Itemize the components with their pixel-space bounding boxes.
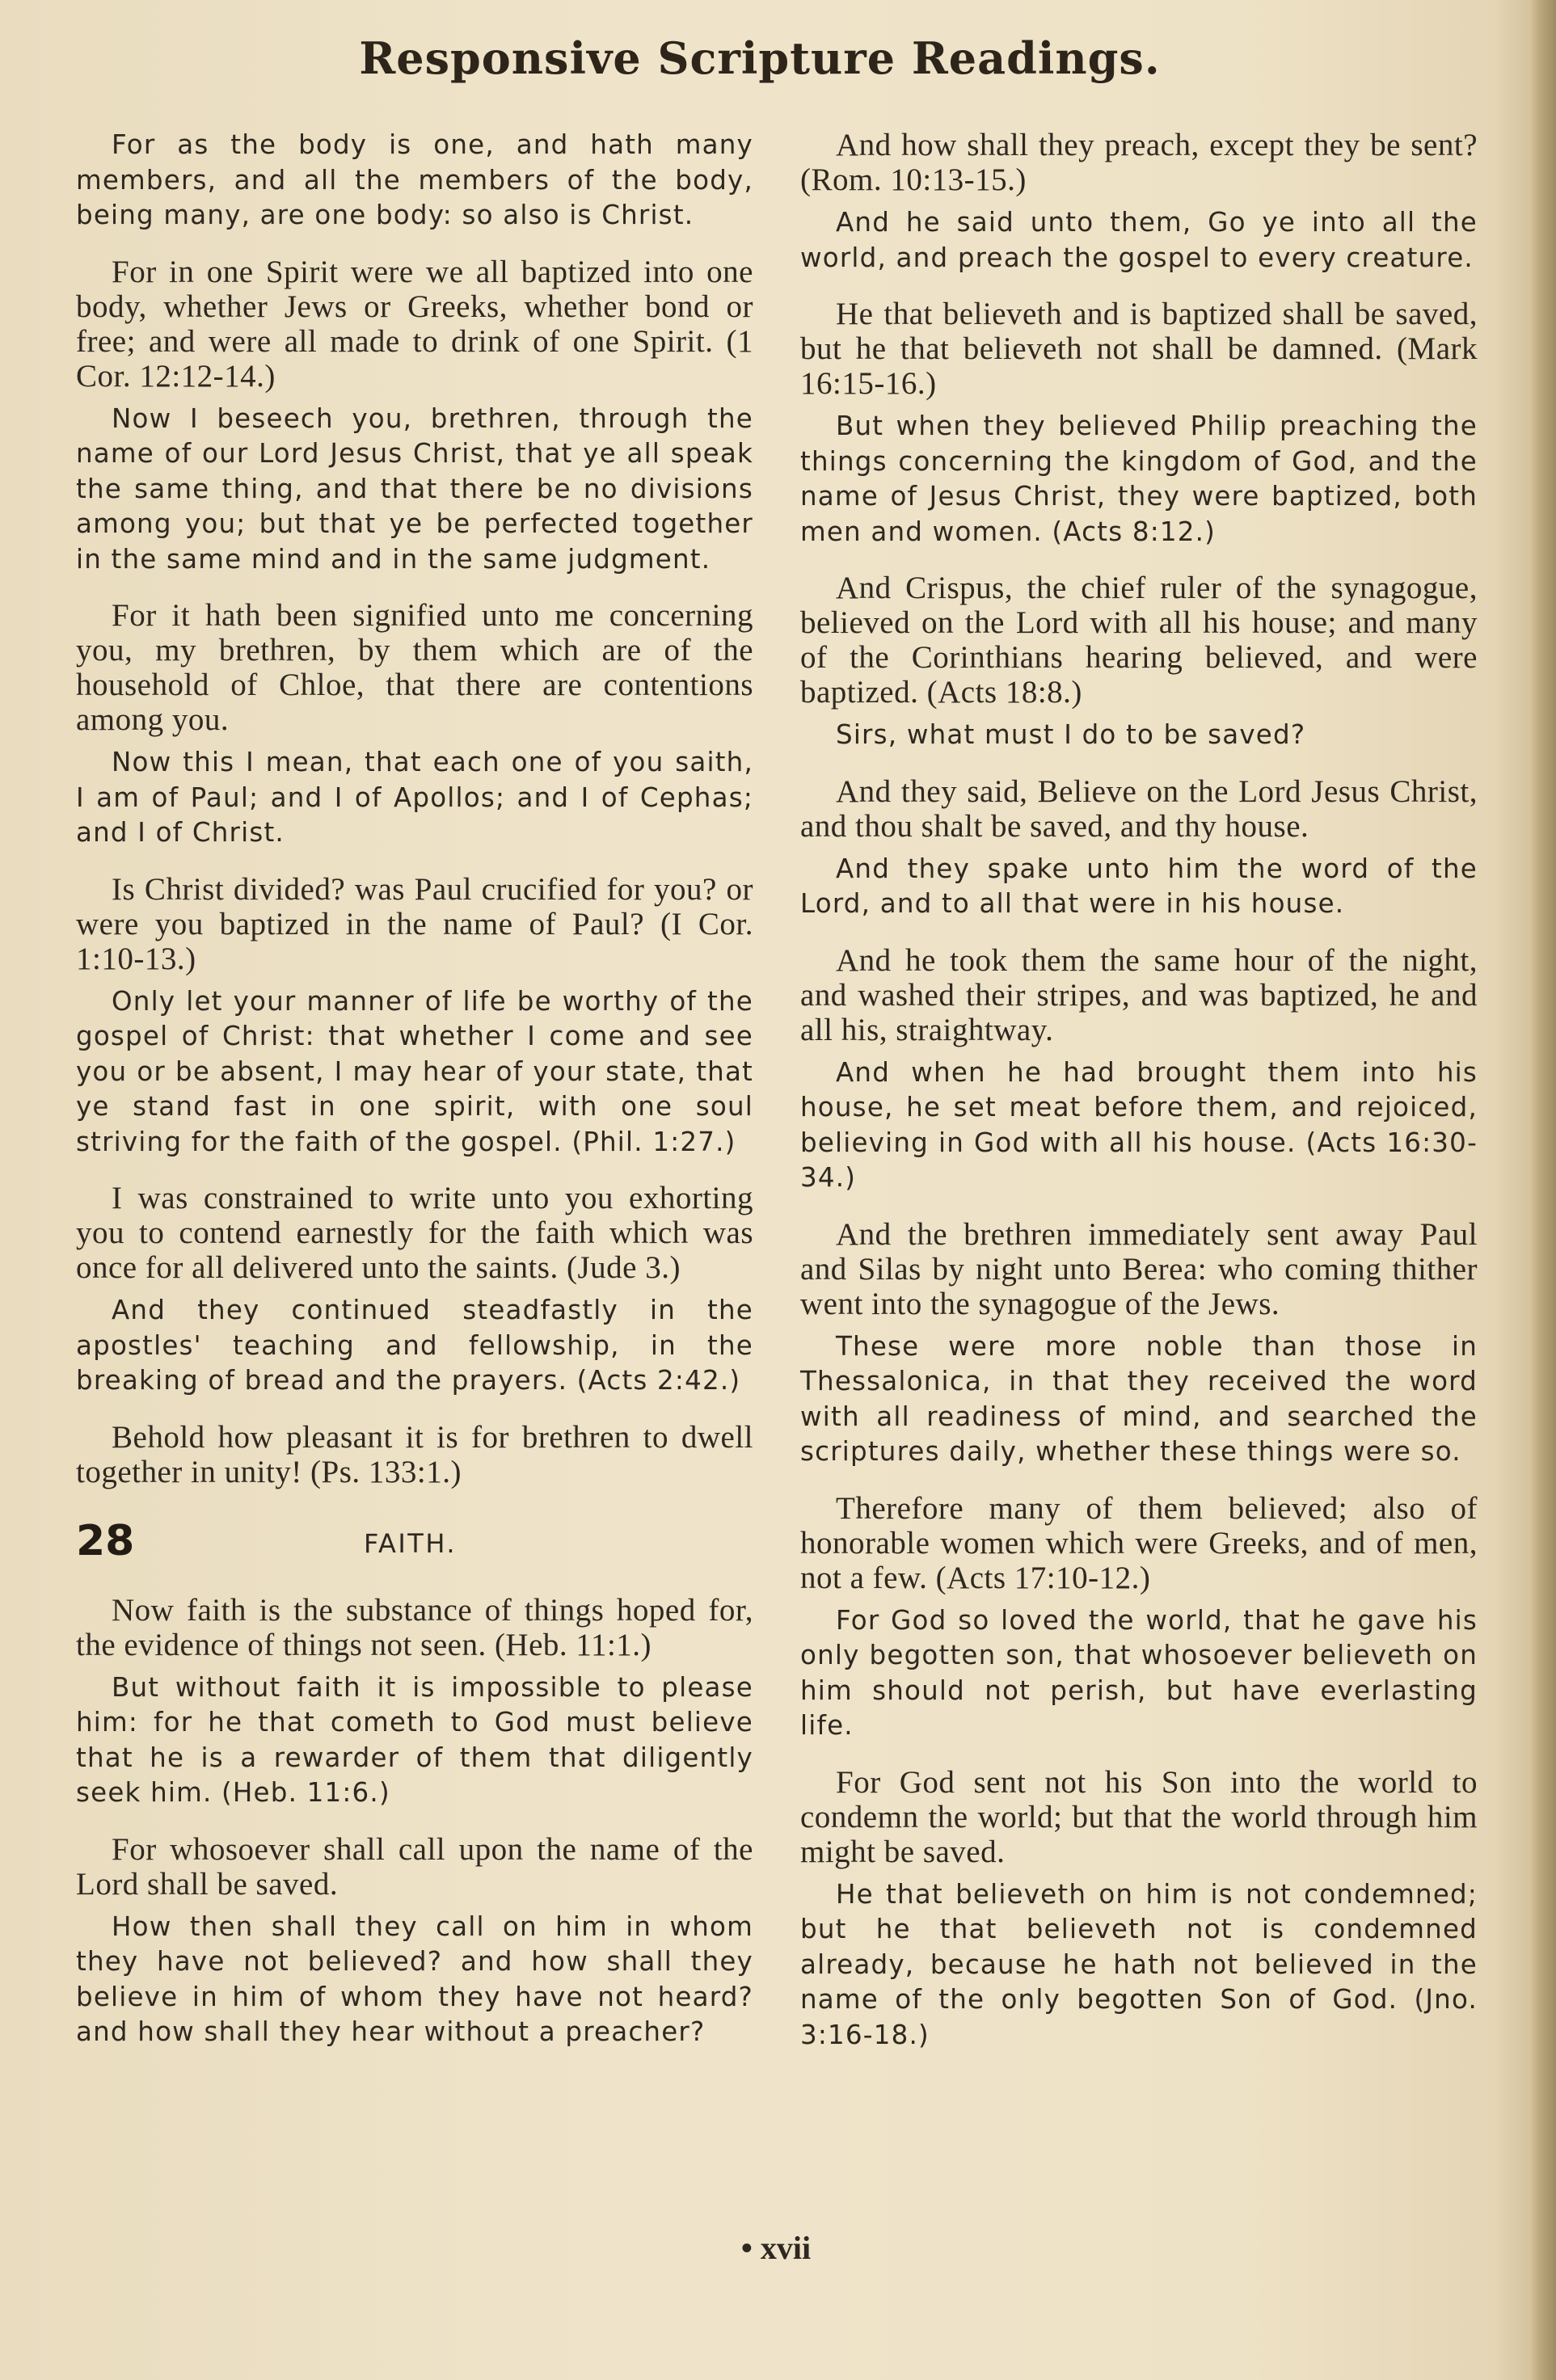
reading-paragraph: But when they believed Philip preaching the things concerning the kingdom of God, and the name of Jesus Christ, they were baptized, both men and women. (Acts 8:12.)	[800, 411, 1478, 547]
section-number: 28	[76, 1516, 135, 1565]
reading-paragraph: Is Christ divided? was Paul crucified for you? or were you baptized in the name of Paul? (I Cor. 1:10-13.)	[76, 871, 753, 976]
section-heading	[76, 1517, 753, 1580]
book-spine-edge	[1529, 0, 1556, 2380]
reading-paragraph: But without faith it is impossible to please him: for he that cometh to God must believe that he is a rewarder of them that diligently seek him. (Heb. 11:6.)	[76, 1671, 753, 1808]
reading-paragraph: Only let your manner of life be worthy of the gospel of Christ: that whether I come and see you or be absent, I may hear of your state, that ye stand fast in one spirit, with one soul striving for the faith of the gospel. (Phil. 1:27.)	[76, 985, 753, 1157]
reading-paragraph: Behold how pleasant it is for brethren to dwell together in unity! (Ps. 133:1.)	[76, 1419, 753, 1489]
reading-paragraph: And he said unto them, Go ye into all the world, and preach the gospel to every creature.	[800, 207, 1478, 273]
reading-paragraph: For God so loved the world, that he gave his only begotten son, that whosoever believeth on him should not perish, but have everlasting life.	[800, 1604, 1478, 1741]
reading-paragraph: For whosoever shall call upon the name of the Lord shall be saved.	[76, 1831, 753, 1902]
reading-paragraph: And he took them the same hour of the night, and washed their stripes, and was baptized, he and all his, straightway.	[800, 942, 1478, 1047]
running-head-title: Responsive Scripture Readings.	[359, 32, 1161, 84]
reading-paragraph: Therefore many of them believed; also of honorable women which were Greeks, and of men, not a few. (Acts 17:10-12.)	[800, 1490, 1478, 1595]
reading-paragraph: These were more noble than those in Thessalonica, in that they received the word with all readiness of mind, and searched the scriptures daily, whether these things were so.	[800, 1330, 1478, 1467]
page-number: • xvii	[740, 2230, 812, 2266]
reading-paragraph: Now I beseech you, brethren, through the name of our Lord Jesus Christ, that ye all speak the same thing, and that there be no divisions among you; but that ye be perfected together in the same mind and in the same judgment.	[76, 402, 753, 575]
left-column	[76, 128, 753, 2058]
reading-paragraph: I was constrained to write unto you exhorting you to contend earnestly for the faith which was once for all delivered unto the saints. (Jude 3.)	[76, 1181, 753, 1285]
reading-paragraph: Sirs, what must I do to be saved?	[836, 719, 1306, 750]
reading-paragraph: For in one Spirit were we all baptized into one body, whether Jews or Greeks, whether bond or free; and were all made to drink of one Spirit. (1 Cor. 12:12-14.)	[76, 254, 753, 394]
reading-paragraph: And they spake unto him the word of the Lord, and to all that were in his house.	[800, 853, 1478, 919]
reading-paragraph: For God sent not his Son into the world to condemn the world; but that the world through him might be saved.	[800, 1764, 1478, 1869]
reading-paragraph: Now this I mean, that each one of you saith, I am of Paul; and I of Apollos; and I of Cephas; and I of Christ.	[76, 747, 753, 848]
reading-paragraph: And they said, Believe on the Lord Jesus Christ, and thou shalt be saved, and thy house.	[800, 773, 1478, 844]
right-column	[800, 128, 1478, 2061]
reading-paragraph: He that believeth on him is not condemned; but he that believeth not is condemned already, because he hath not believed in the name of the only begotten Son of God. (Jno. 3:16-18.)	[800, 1878, 1478, 2050]
reading-paragraph: Now faith is the substance of things hoped for, the evidence of things not seen. (Heb. 11:1.)	[76, 1592, 753, 1662]
reading-paragraph: For as the body is one, and hath many members, and all the members of the body, being many, are one body: so also is Christ.	[76, 129, 753, 230]
reading-paragraph: And when he had brought them into his house, he set meat before them, and rejoiced, believing in God with all his house. (Acts 16:30-34.)	[800, 1056, 1478, 1193]
reading-paragraph: For it hath been signified unto me concerning you, my brethren, by them which are of the household of Chloe, that there are contentions among you.	[76, 598, 753, 737]
reading-paragraph: He that believeth and is baptized shall be saved, but he that believeth not shall be damned. (Mark 16:15-16.)	[800, 297, 1478, 401]
section-title: FAITH.	[364, 1527, 458, 1559]
reading-paragraph: And how shall they preach, except they be sent? (Rom. 10:13-15.)	[800, 128, 1478, 197]
reading-paragraph: And the brethren immediately sent away Paul and Silas by night unto Berea: who coming thither went into the synagogue of the Jews.	[800, 1216, 1478, 1321]
reading-paragraph: How then shall they call on him in whom they have not believed? and how shall they believe in him of whom they have not heard? and how shall they hear without a preacher?	[76, 1910, 753, 2047]
reading-paragraph: And they continued steadfastly in the apostles' teaching and fellowship, in the breaking of bread and the prayers. (Acts 2:42.)	[76, 1295, 753, 1396]
reading-paragraph: And Crispus, the chief ruler of the synagogue, believed on the Lord with all his house; and many of the Corinthians hearing believed, and were baptized. (Acts 18:8.)	[800, 571, 1478, 710]
